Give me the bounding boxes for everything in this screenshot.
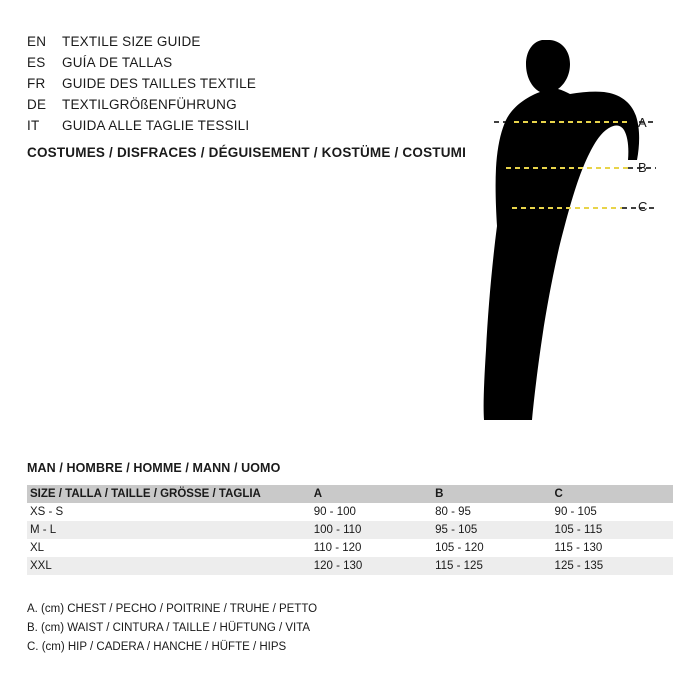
column-header-size: SIZE / TALLA / TAILLE / GRÖSSE / TAGLIA xyxy=(27,485,314,503)
body-silhouette xyxy=(470,20,680,440)
cell-waist: 115 - 125 xyxy=(435,557,554,575)
note-hip: C. (cm) HIP / CADERA / HANCHE / HÜFTE / HIPS xyxy=(27,641,287,653)
table-row xyxy=(27,503,673,521)
table-row xyxy=(27,539,673,557)
column-header-b: B xyxy=(435,485,554,503)
cell-waist: 80 - 95 xyxy=(435,503,554,521)
table-row xyxy=(27,521,673,539)
cell-size: M - L xyxy=(27,521,314,539)
language-text: GUIDE DES TAILLES TEXTILE xyxy=(62,76,257,91)
language-row xyxy=(27,76,447,97)
table-header-row xyxy=(27,485,673,503)
column-header-a: A xyxy=(314,485,435,503)
label-b: B xyxy=(638,160,647,175)
cell-size: XXL xyxy=(27,557,314,575)
note-waist: B. (cm) WAIST / CINTURA / TAILLE / HÜFTUNG / VITA xyxy=(27,622,311,634)
language-text: GUIDA ALLE TAGLIE TESSILI xyxy=(62,118,250,133)
cell-waist: 105 - 120 xyxy=(435,539,554,557)
language-row xyxy=(27,97,447,118)
cell-hip: 115 - 130 xyxy=(555,539,673,557)
language-code: IT xyxy=(27,118,40,133)
cell-chest: 100 - 110 xyxy=(314,521,435,539)
language-text: GUÍA DE TALLAS xyxy=(62,55,173,70)
table-body xyxy=(27,503,673,575)
cell-hip: 90 - 105 xyxy=(555,503,673,521)
table-row xyxy=(27,557,673,575)
cell-waist: 95 - 105 xyxy=(435,521,554,539)
language-row xyxy=(27,118,447,139)
cell-chest: 110 - 120 xyxy=(314,539,435,557)
note-chest: A. (cm) CHEST / PECHO / POITRINE / TRUHE / PETTO xyxy=(27,603,318,615)
table-title: MAN / HOMBRE / HOMME / MANN / UOMO xyxy=(27,461,281,475)
cell-chest: 90 - 100 xyxy=(314,503,435,521)
size-table xyxy=(27,485,673,575)
language-text: TEXTILGRÖßENFÜHRUNG xyxy=(62,97,237,112)
language-row xyxy=(27,34,447,55)
language-list xyxy=(27,34,447,139)
cell-size: XS - S xyxy=(27,503,314,521)
column-header-c: C xyxy=(555,485,673,503)
cell-chest: 120 - 130 xyxy=(314,557,435,575)
measurement-notes xyxy=(27,600,317,657)
table-header xyxy=(27,485,673,503)
language-text: TEXTILE SIZE GUIDE xyxy=(62,34,201,49)
language-code: DE xyxy=(27,97,47,112)
language-code: FR xyxy=(27,76,46,91)
language-code: ES xyxy=(27,55,46,70)
label-c: C xyxy=(638,199,648,214)
label-a: A xyxy=(638,115,647,130)
cell-hip: 105 - 115 xyxy=(555,521,673,539)
cell-size: XL xyxy=(27,539,314,557)
language-row xyxy=(27,55,447,76)
language-code: EN xyxy=(27,34,47,49)
cell-hip: 125 - 135 xyxy=(555,557,673,575)
category-heading: COSTUMES / DISFRACES / DÉGUISEMENT / KOSTÜME / COSTUMI xyxy=(27,145,467,160)
